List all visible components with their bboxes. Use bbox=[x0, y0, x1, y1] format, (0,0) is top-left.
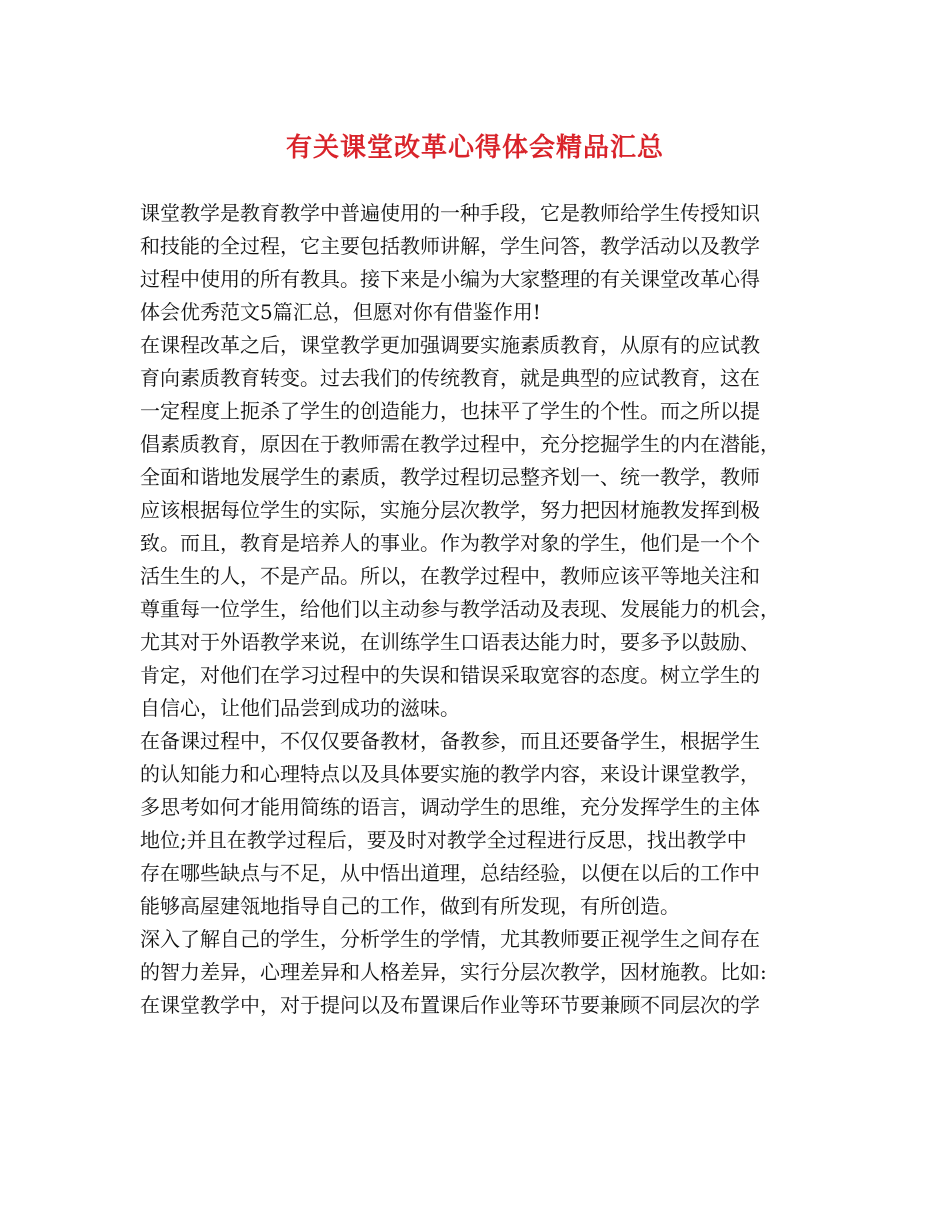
body-line-1: 课堂教学是教育教学中普遍使用的一种手段，它是教师给学生传授知识 bbox=[140, 201, 760, 225]
body-line-20: 地位;并且在教学过程后，要及时对教学全过程进行反思，找出教学中 bbox=[140, 828, 747, 852]
body-line-16: 自信心，让他们品尝到成功的滋味。 bbox=[140, 696, 460, 720]
body-line-4: 体会优秀范文5篇汇总，但愿对你有借鉴作用! bbox=[140, 300, 541, 324]
body-line-17: 在备课过程中，不仅仅要备教材，备教参，而且还要备学生，根据学生 bbox=[140, 729, 760, 753]
body-line-6: 育向素质教育转变。过去我们的传统教育，就是典型的应试教育，这在 bbox=[140, 366, 760, 390]
body-line-5: 在课程改革之后，课堂教学更加强调要实施素质教育，从原有的应试教 bbox=[140, 333, 760, 357]
body-line-14: 尤其对于外语教学来说，在训练学生口语表达能力时，要多予以鼓励、 bbox=[140, 630, 760, 654]
body-line-24: 的智力差异，心理差异和人格差异，实行分层次教学，因材施教。比如: bbox=[140, 960, 767, 984]
body-line-12: 活生生的人，不是产品。所以，在教学过程中，教师应该平等地关注和 bbox=[140, 564, 760, 588]
body-line-18: 的认知能力和心理特点以及具体要实施的教学内容，来设计课堂教学， bbox=[140, 762, 760, 786]
document-title: 有关课堂改革心得体会精品汇总 bbox=[285, 133, 664, 163]
body-line-2: 和技能的全过程，它主要包括教师讲解，学生问答，教学活动以及教学 bbox=[140, 234, 760, 258]
body-line-3: 过程中使用的所有教具。接下来是小编为大家整理的有关课堂改革心得 bbox=[140, 267, 760, 291]
body-line-25: 在课堂教学中，对于提问以及布置课后作业等环节要兼顾不同层次的学 bbox=[140, 993, 760, 1017]
body-line-19: 多思考如何才能用简练的语言，调动学生的思维，充分发挥学生的主体 bbox=[140, 795, 760, 819]
body-line-7: 一定程度上扼杀了学生的创造能力，也抹平了学生的个性。而之所以提 bbox=[140, 399, 760, 423]
body-line-11: 致。而且，教育是培养人的事业。作为教学对象的学生，他们是一个个 bbox=[140, 531, 760, 555]
body-line-8: 倡素质教育，原因在于教师需在教学过程中，充分挖掘学生的内在潜能， bbox=[140, 432, 780, 456]
body-line-23: 深入了解自己的学生，分析学生的学情，尤其教师要正视学生之间存在 bbox=[140, 927, 760, 951]
body-line-13: 尊重每一位学生，给他们以主动参与教学活动及表现、发展能力的机会， bbox=[140, 597, 780, 621]
body-line-9: 全面和谐地发展学生的素质，教学过程切忌整齐划一、统一教学，教师 bbox=[140, 465, 760, 489]
document-body bbox=[140, 197, 820, 1022]
body-line-22: 能够高屋建瓴地指导自己的工作，做到有所发现，有所创造。 bbox=[140, 894, 680, 918]
body-line-10: 应该根据每位学生的实际，实施分层次教学，努力把因材施教发挥到极 bbox=[140, 498, 760, 522]
body-line-21: 存在哪些缺点与不足，从中悟出道理，总结经验，以便在以后的工作中 bbox=[140, 861, 760, 885]
body-line-15: 肯定，对他们在学习过程中的失误和错误采取宽容的态度。树立学生的 bbox=[140, 663, 760, 687]
